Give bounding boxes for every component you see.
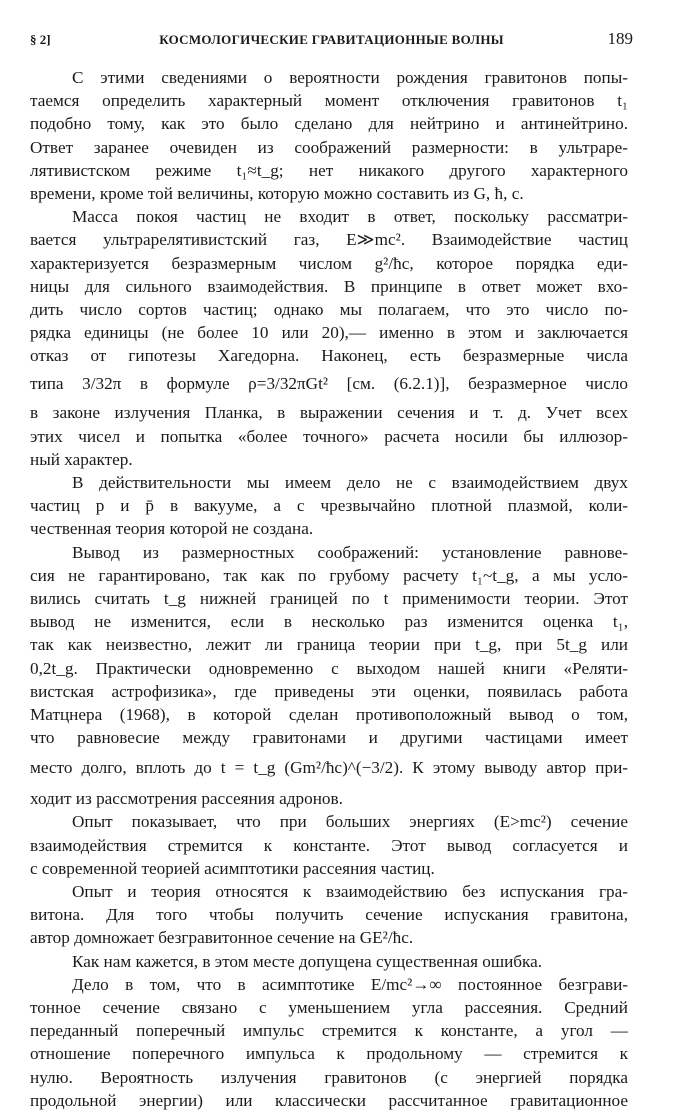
- text-line: рядка единицы (не более 10 или 20),— именно в этом и заключается: [30, 323, 628, 343]
- text-line: взаимодействия стремится к константе. Этот вывод согласуется и: [30, 835, 628, 855]
- running-title: КОСМОЛОГИЧЕСКИЕ ГРАВИТАЦИОННЫЕ ВОЛНЫ: [159, 32, 504, 47]
- text-line: чественная теория которой не создана.: [30, 519, 314, 539]
- page-body: [30, 66, 628, 1110]
- text-line: автор домножает безгравитонное сечение на GE²/ħc.: [30, 928, 414, 948]
- text-line: подобно тому, как это было сделано для нейтрино и антинейтрино.: [30, 114, 628, 134]
- text-line: Опыт и теория относятся к взаимодействию без испускания гра-: [72, 882, 628, 901]
- text-line: таемся определить характерный момент отключения гравитонов t₁: [30, 91, 628, 111]
- text-line: тонное сечение связано с уменьшением угла рассеяния. Средний: [30, 997, 628, 1017]
- page-number: 189: [607, 29, 633, 48]
- text-line: место долго, вплоть до t = t_g (Gm²/ħc)^(−3/2). К этому выводу автор при-: [30, 758, 628, 778]
- text-line: витона. Для того чтобы получить сечение испускания гравитона,: [30, 905, 628, 925]
- text-line: времени, кроме той величины, которую можно составить из G, ħ, c.: [30, 183, 524, 203]
- text-line: вается ультрарелятивистский газ, E≫mc². Взаимодействие частиц: [30, 230, 628, 250]
- text-line: так как неизвестно, лежит ли граница теории при t_g, при 5t_g или: [30, 635, 628, 655]
- text-line: В действительности мы имеем дело не с взаимодействием двух: [72, 473, 628, 492]
- text-line: С этими сведениями о вероятности рождения гравитонов попы-: [72, 68, 628, 87]
- running-header: [30, 28, 633, 48]
- text-line: Вывод из размерностных соображений: установление равнове-: [72, 542, 628, 562]
- section-marker: § 2]: [30, 32, 51, 47]
- text-line: типа 3/32π в формуле ρ=3/32πGt² [см. (6.2.1)], безразмерное число: [30, 374, 628, 394]
- text-line: Опыт показывает, что при больших энергиях (E>mc²) сечение: [72, 812, 628, 832]
- text-line: продольной энергии) или классически рассчитанное гравитационное: [30, 1090, 628, 1110]
- text-line: Ответ заранее очевиден из соображений размерности: в ультраре-: [30, 137, 628, 157]
- text-line: Матцнера (1968), в которой сделан противоположный вывод о том,: [30, 704, 628, 724]
- text-line: вистская астрофизика», где приведены эти оценки, появилась работа: [30, 681, 628, 701]
- text-line: Дело в том, что в асимптотике E/mc²→∞ постоянное безграви-: [72, 974, 628, 994]
- text-line: частиц p и p̄ в вакууме, а с чрезвычайно плотной плазмой, коли-: [30, 496, 628, 516]
- text-line: вывод не изменится, если в несколько раз изменится оценка t₁,: [30, 612, 628, 632]
- text-line: вились считать t_g нижней границей по t применимости теории. Этот: [30, 588, 628, 608]
- text-line: в законе излучения Планка, в выражении сечения и т. д. Учет всех: [30, 403, 628, 423]
- text-line: нулю. Вероятность излучения гравитонов (с энергией порядка: [30, 1067, 628, 1087]
- text-line: дить число сортов частиц; однако мы полагаем, что это число по-: [30, 299, 628, 319]
- text-line: переданный поперечный импульс стремится к константе, а угол —: [30, 1021, 628, 1041]
- text-line: 0,2t_g. Практически одновременно с выходом нашей книги «Реляти-: [30, 658, 628, 678]
- text-line: этих чисел и попытка «более точного» расчета носили бы иллюзор-: [30, 426, 628, 446]
- text-line: ницы для сильного взаимодействия. В принципе в ответ может вхо-: [30, 276, 628, 296]
- text-line: лятивистском режиме t₁≈t_g; нет никакого другого характерного: [30, 160, 628, 180]
- text-line: характеризуется безразмерным числом g²/ħc, которое порядка еди-: [30, 253, 628, 273]
- text-line: отказ от гипотезы Хагедорна. Наконец, есть безразмерные числа: [30, 346, 628, 366]
- text-line: Как нам кажется, в этом месте допущена существенная ошибка.: [72, 951, 543, 971]
- text-line: отношение поперечного импульса к продольному — стремится к: [30, 1044, 628, 1064]
- text-line: ходит из рассмотрения рассеяния адронов.: [30, 789, 343, 809]
- text-line: Масса покоя частиц не входит в ответ, поскольку рассматри-: [72, 207, 628, 227]
- text-line: ный характер.: [30, 449, 133, 469]
- text-line: с современной теорией асимптотики рассеяния частиц.: [30, 858, 435, 878]
- text-line: что равновесие между гравитонами и другими частицами имеет: [30, 728, 628, 748]
- text-line: сия не гарантировано, так как по грубому расчету t₁~t_g, а мы усло-: [30, 565, 628, 585]
